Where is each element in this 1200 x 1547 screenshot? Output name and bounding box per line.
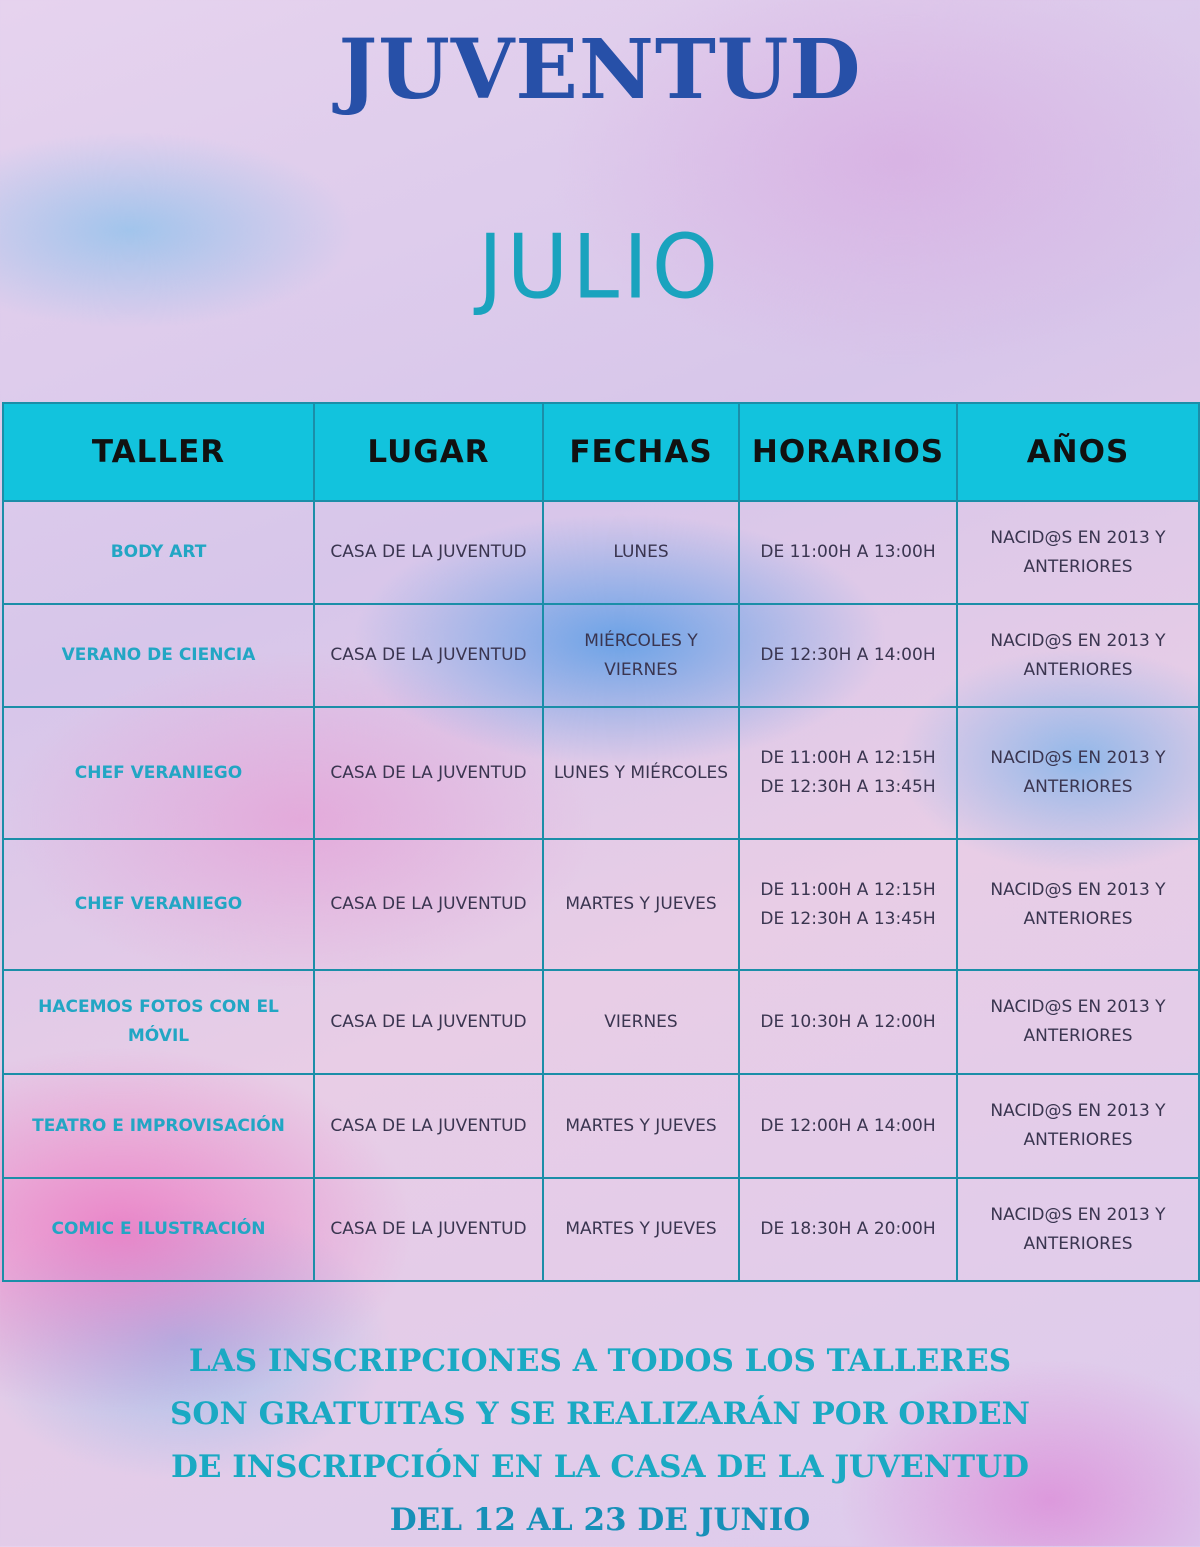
fechas-cell: MARTES Y JUEVES — [543, 1074, 739, 1178]
anos-cell: NACID@S EN 2013 Y ANTERIORES — [957, 707, 1199, 839]
taller-cell: BODY ART — [3, 501, 314, 604]
lugar-cell: CASA DE LA JUVENTUD — [314, 970, 543, 1074]
registration-dates: DEL 12 AL 23 DE JUNIO — [389, 1502, 811, 1538]
taller-cell: VERANO DE CIENCIA — [3, 604, 314, 707]
column-header-lugar: LUGAR — [314, 403, 543, 501]
notice-line: SON GRATUITAS Y SE REALIZARÁN POR ORDEN — [170, 1396, 1030, 1432]
horarios-cell: DE 11:00H A 12:15H DE 12:30H A 13:45H — [739, 707, 957, 839]
fechas-cell: MARTES Y JUEVES — [543, 1178, 739, 1281]
lugar-cell: CASA DE LA JUVENTUD — [314, 501, 543, 604]
fechas-cell: LUNES — [543, 501, 739, 604]
page-title: JUVENTUD — [338, 22, 862, 118]
anos-cell: NACID@S EN 2013 Y ANTERIORES — [957, 839, 1199, 970]
horarios-cell: DE 10:30H A 12:00H — [739, 970, 957, 1074]
registration-notice — [100, 1335, 1100, 1547]
notice-line: LAS INSCRIPCIONES A TODOS LOS TALLERES — [188, 1343, 1012, 1379]
fechas-cell: LUNES Y MIÉRCOLES — [543, 707, 739, 839]
column-header-anos: AÑOS — [957, 403, 1199, 501]
table-row — [3, 604, 1199, 707]
lugar-cell: CASA DE LA JUVENTUD — [314, 1178, 543, 1281]
horarios-cell: DE 12:00H A 14:00H — [739, 1074, 957, 1178]
taller-cell: CHEF VERANIEGO — [3, 839, 314, 970]
taller-cell: COMIC E ILUSTRACIÓN — [3, 1178, 314, 1281]
taller-cell: CHEF VERANIEGO — [3, 707, 314, 839]
table-row — [3, 970, 1199, 1074]
notice-line: DE INSCRIPCIÓN EN LA CASA DE LA JUVENTUD — [170, 1449, 1030, 1485]
fechas-cell: MARTES Y JUEVES — [543, 839, 739, 970]
anos-cell: NACID@S EN 2013 Y ANTERIORES — [957, 1178, 1199, 1281]
month-heading: JULIO — [478, 215, 722, 319]
column-header-horarios: HORARIOS — [739, 403, 957, 501]
workshop-table — [2, 402, 1200, 1282]
table-row — [3, 1178, 1199, 1281]
horarios-cell: DE 12:30H A 14:00H — [739, 604, 957, 707]
anos-cell: NACID@S EN 2013 Y ANTERIORES — [957, 604, 1199, 707]
taller-cell: HACEMOS FOTOS CON EL MÓVIL — [3, 970, 314, 1074]
horarios-cell: DE 18:30H A 20:00H — [739, 1178, 957, 1281]
anos-cell: NACID@S EN 2013 Y ANTERIORES — [957, 970, 1199, 1074]
lugar-cell: CASA DE LA JUVENTUD — [314, 839, 543, 970]
horarios-cell: DE 11:00H A 13:00H — [739, 501, 957, 604]
lugar-cell: CASA DE LA JUVENTUD — [314, 707, 543, 839]
table-header-row — [3, 403, 1199, 501]
table-row — [3, 1074, 1199, 1178]
lugar-cell: CASA DE LA JUVENTUD — [314, 604, 543, 707]
horarios-cell: DE 11:00H A 12:15H DE 12:30H A 13:45H — [739, 839, 957, 970]
anos-cell: NACID@S EN 2013 Y ANTERIORES — [957, 1074, 1199, 1178]
fechas-cell: VIERNES — [543, 970, 739, 1074]
table-row — [3, 707, 1199, 839]
column-header-taller: TALLER — [3, 403, 314, 501]
anos-cell: NACID@S EN 2013 Y ANTERIORES — [957, 501, 1199, 604]
fechas-cell: MIÉRCOLES Y VIERNES — [543, 604, 739, 707]
column-header-fechas: FECHAS — [543, 403, 739, 501]
taller-cell: TEATRO E IMPROVISACIÓN — [3, 1074, 314, 1178]
table-row — [3, 839, 1199, 970]
lugar-cell: CASA DE LA JUVENTUD — [314, 1074, 543, 1178]
table-row — [3, 501, 1199, 604]
